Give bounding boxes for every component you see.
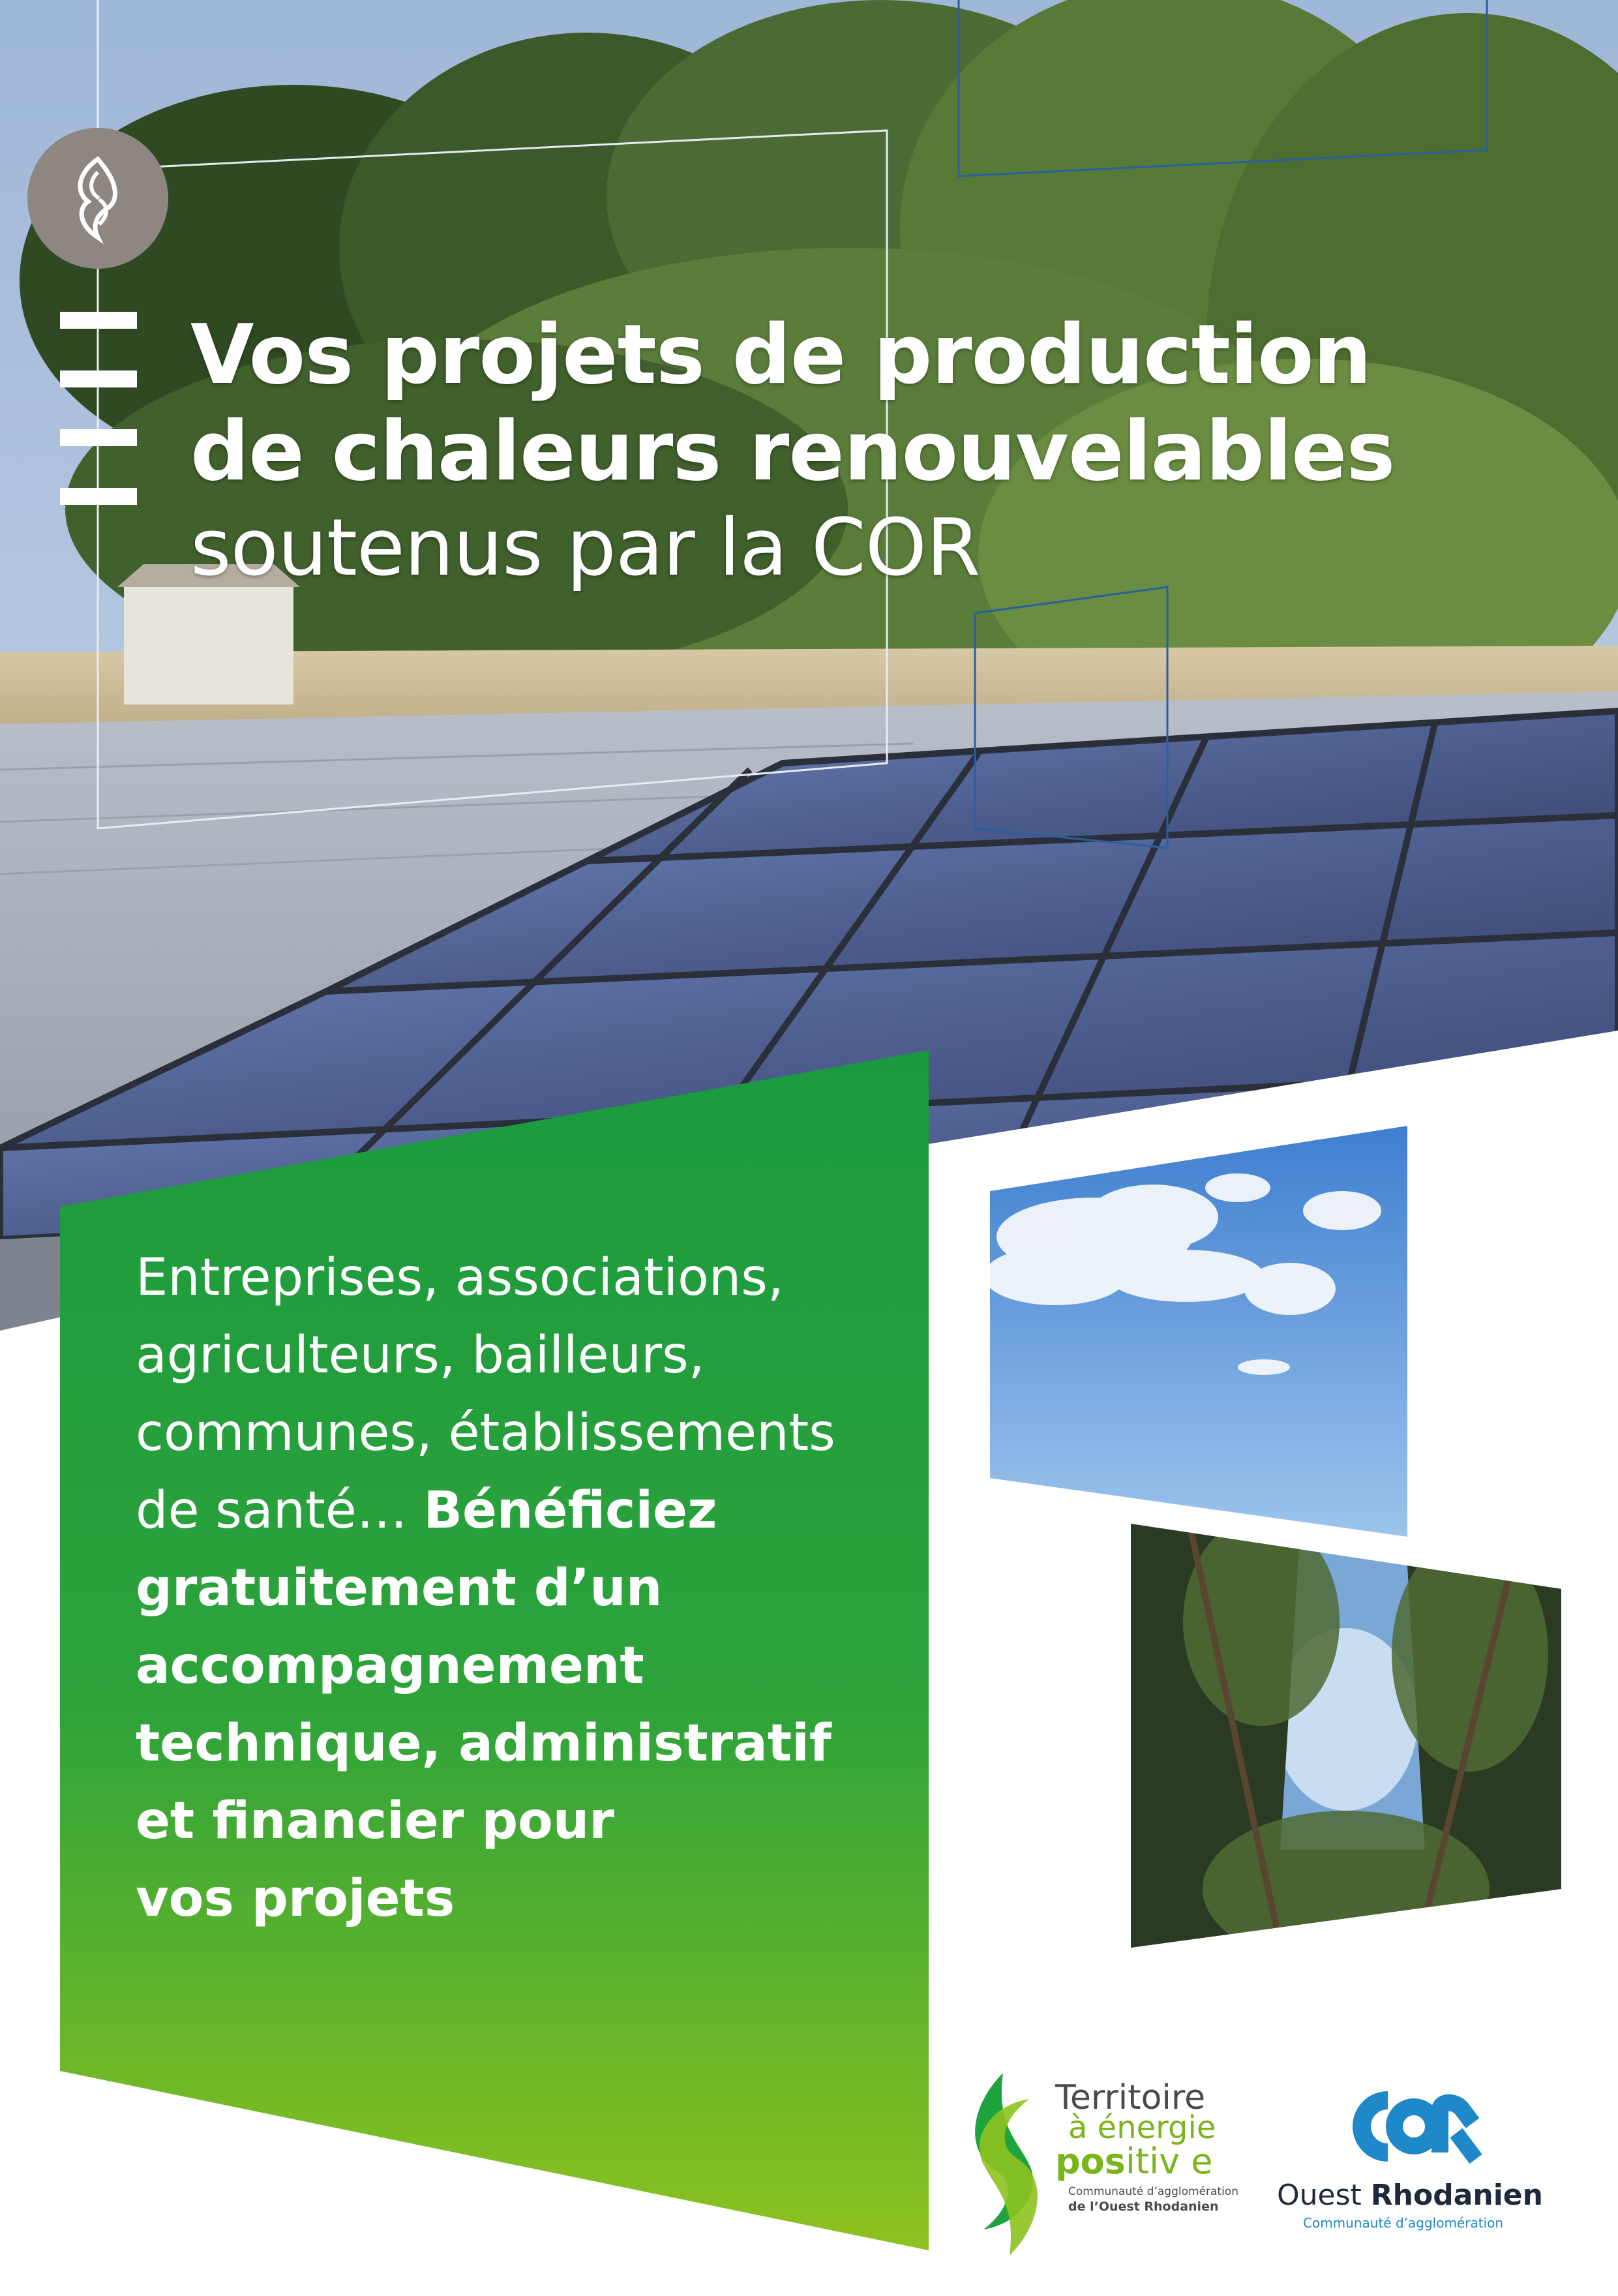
panel-text	[136, 1239, 918, 1938]
page-title	[190, 307, 1560, 597]
forest-photo	[1131, 1524, 1561, 1948]
bold-first: Bénéficiez	[423, 1481, 717, 1540]
title-line-3: soutenus par la COR	[190, 503, 980, 594]
tepos-logo	[957, 2066, 1264, 2262]
title-bars-icon	[60, 312, 137, 507]
cor-logo	[1277, 2087, 1564, 2270]
intro-line: Entreprises, associations,	[136, 1248, 784, 1307]
tepos-line3: positiv e	[1055, 2141, 1213, 2182]
sky-photo	[990, 1126, 1407, 1537]
title-line-2: de chaleurs renouvelables	[190, 403, 1395, 499]
tepos-line2: à énergie	[1068, 2109, 1216, 2146]
bold-line: vos projets	[136, 1869, 455, 1928]
flame-leaf-logo-icon	[27, 128, 168, 269]
title-line-1: Vos projets de production	[190, 307, 1371, 402]
intro-line: agriculteurs, bailleurs,	[136, 1326, 705, 1385]
bold-line: technique, administratif	[136, 1714, 831, 1773]
cor-mark-icon	[1342, 2087, 1486, 2166]
bold-line: gratuitement d’un	[136, 1559, 663, 1618]
tepos-sub2: de l’Ouest Rhodanien	[1068, 2199, 1219, 2214]
cor-name: Ouest Rhodanien	[1277, 2179, 1543, 2212]
tepos-leaf-icon	[957, 2066, 1055, 2262]
bold-line: accompagnement	[136, 1637, 644, 1695]
intro-line: de santé…	[136, 1481, 424, 1540]
intro-line: communes, établissements	[136, 1404, 835, 1462]
tepos-sub1: Communauté d’agglomération	[1068, 2185, 1238, 2198]
cor-sub: Communauté d’agglomération	[1303, 2215, 1504, 2231]
tepos-line1: Territoire	[1055, 2078, 1206, 2117]
bold-line: et financier pour	[136, 1792, 614, 1850]
